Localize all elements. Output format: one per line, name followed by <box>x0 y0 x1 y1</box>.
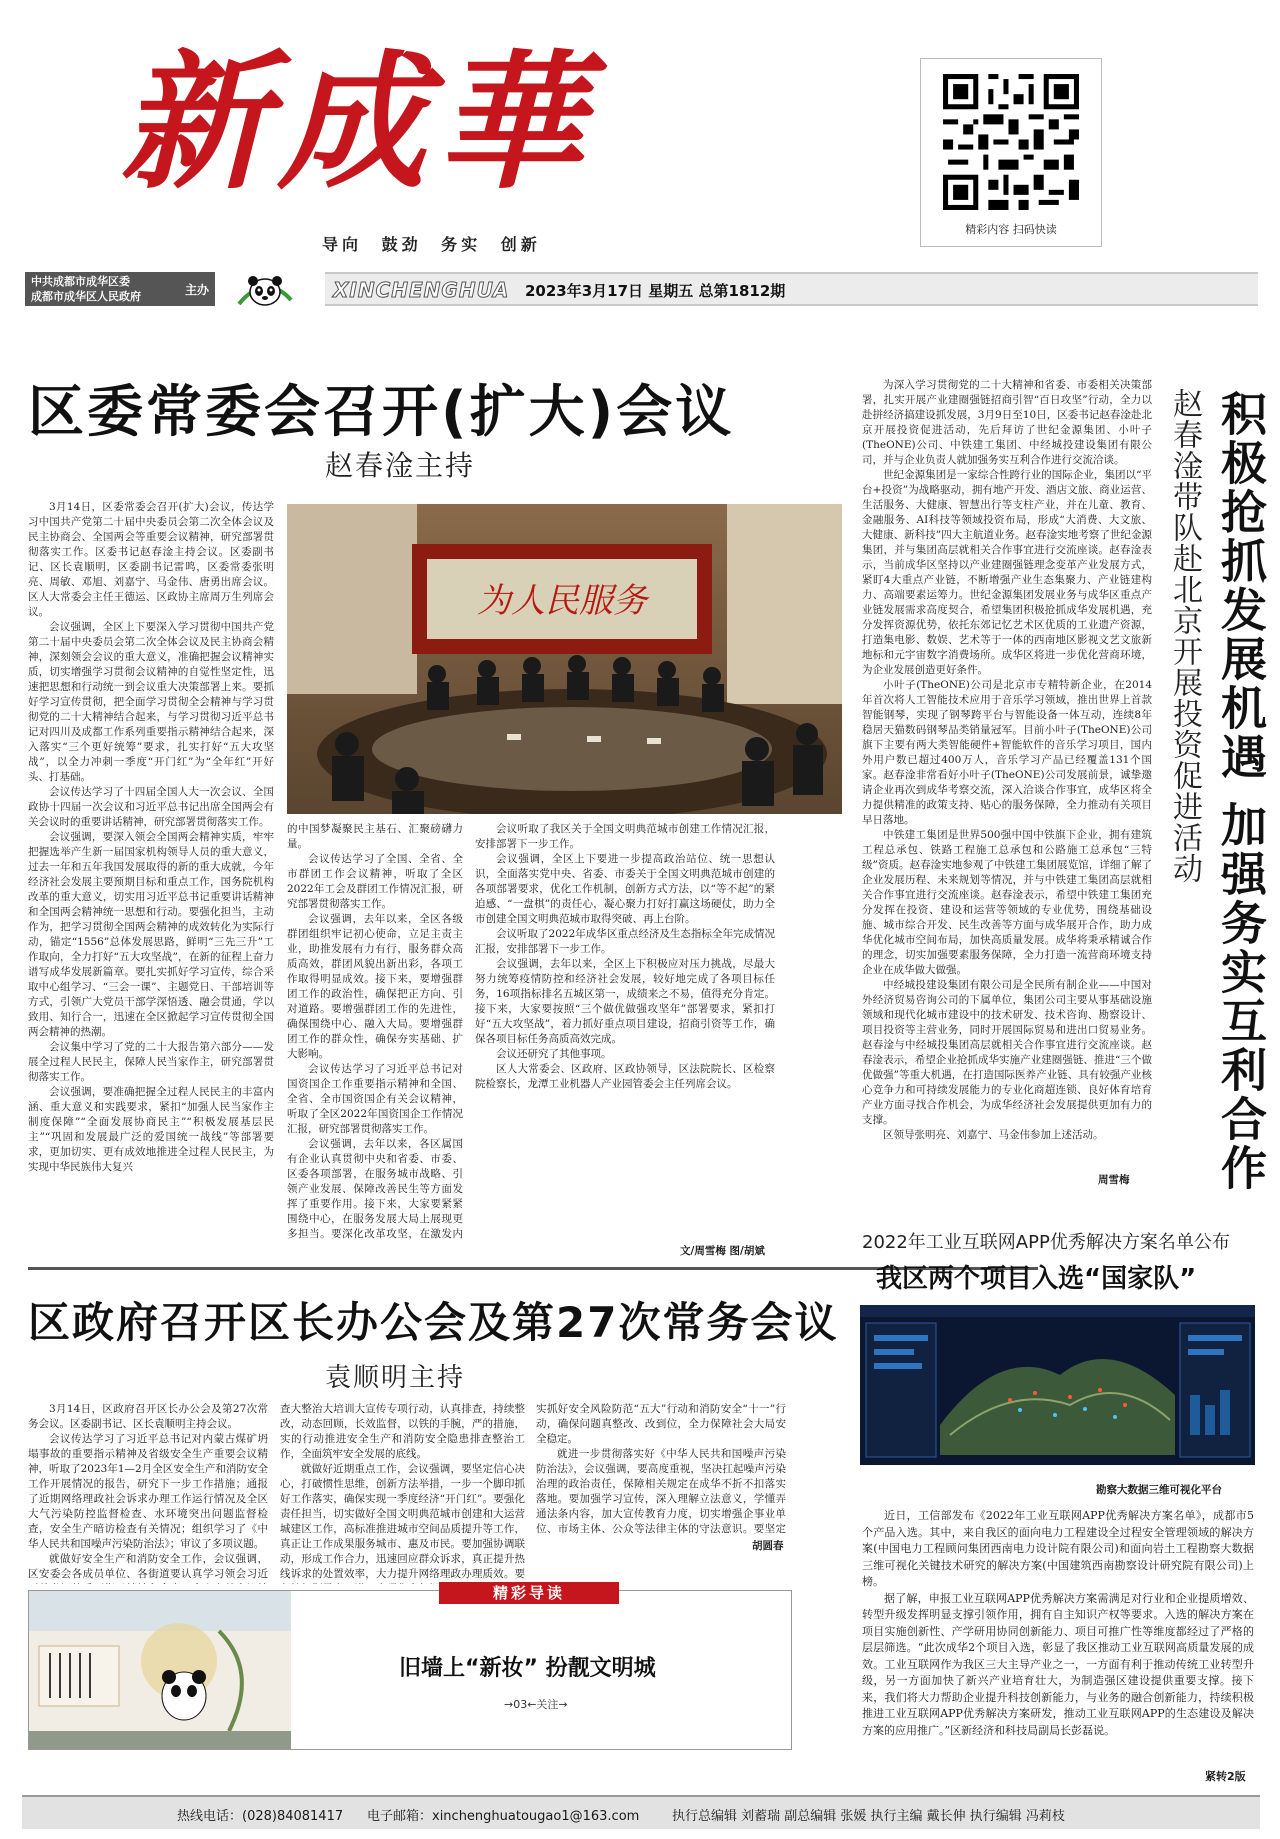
article4-headline[interactable]: 我区两个项目入选“国家队” <box>876 1264 1197 1294</box>
article1-paragraph: 会议听取了我区关于全国文明典范城市创建工作情况汇报，安排部署下一步工作。 <box>475 823 775 850</box>
article2-column-2 <box>280 1402 525 1584</box>
article1-paragraph: 会议强调，要准确把握全过程人民民主的丰富内涵、重大意义和实践要求，紧扣“加强人民当家作主制度保障”“全面发展协商民主”“积极发展基层民主”“巩固和发展最广泛的爱国统一战线”等部署要求，更加切实、更有成效地推进全过程人民民主，为实现中华民族伟大复兴 <box>28 1086 274 1173</box>
issue-date-line: 2023年3月17日 星期五 总第1812期 <box>525 282 786 300</box>
article1-paragraph: 会议集中学习了党的二十大报告第六部分——发展全过程人民民主，保障人民当家作主，研究部署贯彻落实工作。 <box>28 1041 274 1083</box>
article2-subhead: 袁顺明主持 <box>325 1363 466 1393</box>
promo-title[interactable]: 旧墙上“新妆” 扮靓文明城 <box>399 1656 656 1681</box>
article1-paragraph: 会议强调，去年以来，全区各级群团组织牢记初心使命，立足主责主业，助推发展有力有行，服务群众高质高效，群团风貌出新出彩，各项工作取得明显成效。接下来，要增强群团工作的政治性，确保把正方向、引对道路。要增强群团工作的先进性，确保围绕中心、融入大局。要增强群团工作的群众性，确保夯实基础、扩大影响。 <box>287 913 463 1060</box>
article3-vertical-headline[interactable]: 积极抢抓发展机遇 加强务实互利合作 <box>1214 390 1268 1194</box>
paper-pinyin-name: XINCHENGHUA <box>333 278 510 302</box>
article3-vertical-subhead: 赵春淦带队赴北京开展投资促进活动 <box>1167 388 1202 884</box>
article1-paragraph: 3月14日，区委常委会召开(扩大)会议，传达学习中国共产党第二十届中央委员会第二次全体会议及民主协商会、全国两会等重要会议精神，研究部署贯彻落实工作。区委书记赵春淦主持会议。区委副书记、区长袁顺明，区委副书记雷鸣，区委常委张明亮、周敏、邓旭、刘嘉宁、马金伟、唐勇出席会议。区人大常委会主任王德运、区政协主席周万生列席会议。 <box>28 501 274 618</box>
article1-column-2 <box>287 822 463 1242</box>
article2-paragraph: 就进一步贯彻落实好《中华人民共和国噪声污染防治法》，会议强调，要高度重视，坚决扛起噪声污染治理的政治责任，保障相关规定在成华不折不扣落实落地。要加强学习宣传，深入理解立法意义，学懂弄通法条内容，加大宣传教育力度，切实增强企事业单位、市场主体、公众等法律主体的守法意识。要坚定 <box>536 1448 786 1535</box>
photo-caption: 勘察大数据三维可视化平台 <box>1096 1484 1222 1496</box>
qr-code-icon[interactable] <box>938 69 1084 215</box>
footer-hotline: 热线电话：(028)84081417 <box>177 1809 344 1824</box>
article1-paragraph: 的中国梦凝聚民主基石、汇聚磅礴力量。 <box>287 823 463 850</box>
article1-paragraph: 会议传达学习了十四届全国人大一次会议、全国政协十四届一次会议和习近平总书记出席全国两会有关会议时的重要讲话精神，研究部署贯彻落实工作。 <box>28 786 274 828</box>
meeting-photo[interactable] <box>287 504 842 814</box>
info-bar <box>25 272 1258 306</box>
article2-column-3 <box>536 1402 786 1536</box>
article1-headline[interactable]: 区委常委会召开(扩大)会议 <box>28 380 735 445</box>
article1-paragraph: 会议强调，去年以来，各区属国有企业认真贯彻中央和省委、市委、区委各项部署，在服务城市战略、引领产业发展、保障改善民生等方面发挥了重要作用。接下来，大家要紧紧围绕中心，在服务发展大局上展现更多担当。要深化改革攻坚，在激发内 <box>287 1138 463 1240</box>
footer-editors: 执行总编辑 刘蓄瑞 副总编辑 张媛 执行主编 戴长伸 执行编辑 冯莉枝 <box>672 1809 1065 1824</box>
article1-paragraph: 会议传达学习了习近平总书记对国资国企工作重要指示精神和全国、全省、全市国资国企有关会议精神，听取了全区2022年国资国企工作情况汇报，研究部署贯彻落实工作。 <box>287 1063 463 1135</box>
qr-code-box[interactable] <box>920 58 1102 247</box>
article2-paragraph: 实抓好安全风险防范“五大”行动和消防安全“十一”行动，确保问题真整改、改到位，全力保障社会大局安全稳定。 <box>536 1403 786 1445</box>
article4-kicker: 2022年工业互联网APP优秀解决方案名单公布 <box>862 1232 1230 1253</box>
sponsor-role: 主办 <box>185 283 210 297</box>
article1-paragraph: 会议听取了2022年成华区重点经济及生态指标全年完成情况汇报，安排部署下一步工作。 <box>475 928 775 955</box>
article3-body <box>862 378 1152 1170</box>
sponsor-line-1: 中共成都市成华区委 <box>31 275 130 288</box>
article1-credit: 文/周雪梅 图/胡斌 <box>680 1245 765 1257</box>
masthead-logo: 新成華 <box>120 35 594 209</box>
promo-tag: 精彩导读 <box>439 1582 619 1604</box>
article1-paragraph: 区人大常委会、区政府、区政协领导，区法院院长、区检察院检察长，龙潭工业机器人产业园管委会主任列席会议。 <box>475 1063 775 1090</box>
article2-paragraph: 就做好近期重点工作，会议强调，要坚定信心决心，打破惯性思维，创新方法举措，一步一个脚印抓好工作落实，确保实现一季度经济“开门红”。要强化责任担当，切实做好全国文明典范城市创建和大运营城建区工作，高标准推进城市空间品质提升等工作，真正让工作成果服务城市、惠及市民。要加强协调联动，形成工作合力，迅速回应群众诉求，真正提升热线诉求的处置效率，大力提升网络理政办理质效。要 <box>280 1463 525 1580</box>
article3-paragraph: 世纪金源集团是一家综合性跨行业的国际企业，集团以“平台+投资”为战略驱动，拥有地产开发、酒店文旅、商业运营、生活服务、大健康、智慧出行等支柱产业，并在儿童、教育、金融服务、AI科技等领域投资布局，形成“大消费、大文旅、大健康、新科技”四大主航道业务。赵春淦实地考察了世纪金源集团，并与集团高层就相关合作事宜进行交流座谈。赵春淦表示，当前成华区坚持以产业建圈强链理念变革产业发展方式，紧盯4大重点产业链，不断增强产业生态集聚力、产业链建构力、高端要素运筹力。世纪金源集团发展业务与成华区重点产业链发展需求高度契合，希望集团积极抢抓成华发展机遇，充分发挥资源优势，依托东郊记忆艺术区优质的工业遗产资源，打造集电影、数娱、艺术等于一体的西南地区影视文艺文旅新地标和元宇宙数字消费场所。成华区将进一步优化营商环境，为企业发展创造更好条件。 <box>862 469 1152 676</box>
article1-subhead: 赵春淦主持 <box>325 449 476 482</box>
sponsor-line-2: 成都市成华区人民政府 <box>31 290 141 303</box>
article3-paragraph: 区领导张明亮、刘嘉宁、马金伟参加上述活动。 <box>883 1129 1104 1141</box>
article3-credit: 周雪梅 <box>1098 1174 1130 1186</box>
qr-caption: 精彩内容 扫码快读 <box>965 223 1057 236</box>
article3-paragraph: 为深入学习贯彻党的二十大精神和省委、市委相关决策部署，扎实开展产业建圈强链招商引智“百日攻坚”行动，全力以赴拼经济搞建设抓发展，3月9日至10日，区委书记赵春淦赴北京开展投资促进活动，先后拜访了世纪金源集团、小叶子(TheONE)公司、中铁建工集团、中经城投建设集团有限公司，并与企业负责人就加强务实互利合作进行交流洽谈。 <box>862 379 1152 466</box>
article1-paragraph: 会议传达学习了全国、全省、全市群团工作会议精神，听取了全区2022年工会及群团工作情况汇报，研究部署贯彻落实工作。 <box>287 853 463 910</box>
footer-bar <box>22 1795 1260 1829</box>
article1-column-3 <box>475 822 775 1240</box>
article4-paragraph: 近日，工信部发布《2022年工业互联网APP优秀解决方案名单》，成都市5个产品入选。其中，来自我区的面向电力工程建设全过程安全管理领域的解决方案(中国电力工程顾问集团西南电力设计院有限公司)和面向岩土工程勘察大数据三维可视化关键技术研究的解决方案(中国建筑西南勘察设计研究院有限公司)上榜。 <box>862 1509 1254 1588</box>
article1-column-1 <box>28 500 274 1240</box>
wall-mural-photo <box>29 1591 291 1749</box>
article2-paragraph: 查大整治大培训大宣传专项行动，认真排查，持续整改，动态回顾，长效监督，以铁的手腕，严的措施，实的行动推进安全生产和消防安全隐患排查整治工作，全面筑牢安全发展的底线。 <box>280 1403 525 1460</box>
article2-paragraph: 3月14日，区政府召开区长办公会及第27次常务会议。区委副书记、区长袁顺明主持会议。 <box>28 1403 268 1430</box>
article1-paragraph: 会议还研究了其他事项。 <box>496 1048 612 1060</box>
continued-note: 紧转2版 <box>1205 1770 1246 1783</box>
article1-paragraph: 会议强调，全区上下要进一步提高政治站位、统一思想认识，全面落实党中央、省委、市委关于全国文明典范城市创建的各项部署要求，优化工作机制，创新方式方法，以“等不起”的紧迫感、“一盘棋”的责任心，凝心聚力打好打赢这场硬仗，助力全市创建全国文明典范城市取得突破、再上台阶。 <box>475 853 775 925</box>
featured-guide-promo[interactable] <box>28 1584 792 1750</box>
article2-paragraph: 会议传达学习了习近平总书记对内蒙古煤矿坍塌事故的重要指示精神及省级安全生产重要会议精神，听取了2023年1—2月全区安全生产和消防安全工作开展情况的报告，研究下一步工作措施；通报了近期网络理政社会诉求办理工作运行情况及全区大气污染防控监督检查、水环境突出问题监督检查，安全生产暗访检查有关情况；组织学习了《中华人民共和国噪声污染防治法》；审议了多项议题。 <box>28 1433 268 1550</box>
photo-banner-text: 为人民服务 <box>477 581 647 621</box>
info-strip <box>325 272 1258 306</box>
article3-paragraph: 中铁建工集团是世界500强中国中铁旗下企业，拥有建筑工程总承包、铁路工程施工总承包和公路施工总承包“三特级”资质。赵春淦实地参观了中铁建工集团展览馆，详细了解了企业发展历程、未来规划等情况，并与中铁建工集团高层就相关合作事宜进行交流座谈。赵春淦表示，希望中铁建工集团充分发挥在投资、建设和运营等领域的专业优势，围绕基础设施、城市综合开发、民生改善等方面与成华展开合作，助力成华优化城市空间布局，加快高质量发展。成华将秉承精诚合作的理念，切实加强要素服务保障，全力打造一流营商环境支持企业在成华做大做强。 <box>862 829 1152 976</box>
promo-page-ref[interactable]: →03←关注→ <box>504 1698 568 1711</box>
article2-headline[interactable]: 区政府召开区长办公会及第27次常务会议 <box>28 1298 839 1347</box>
article3-paragraph: 中经城投建设集团有限公司是全民所有制企业——中国对外经济贸易咨询公司的下属单位，集团公司主要从事基础设施领域和现代化城市建设中的技术研发、技术咨询、勘察设计、项目投资等主营业务，同时开展国际贸易和进出口贸易业务。赵春淦与中经城投集团高层就相关合作事宜进行交流座谈。赵春淦表示，希望企业抢抓成华实施产业建圈强链、推进“三个做优做强”等重大机遇，在打造国际医养产业链、具有较强产业核心竞争力和可持续发展能力的专业化商超连锁、良好体育培育产业方面寻找合作机会，为成华经济社会发展提供更加有力的支撑。 <box>862 979 1152 1126</box>
article1-paragraph: 会议强调，去年以来，全区上下积极应对压力挑战，尽最大努力统筹疫情防控和经济社会发展，较好地完成了各项目标任务，16项指标排名五城区第一，成绩来之不易，值得充分肯定。接下来，大家要按照“三个做优做强攻坚年”部署要求，紧扣打好“五大攻坚战”，着力抓好重点项目建设，招商引资等工作，确保各项目标任务高质高效完成。 <box>475 958 775 1045</box>
article2-column-1 <box>28 1402 268 1584</box>
3d-visualization-platform-photo[interactable] <box>860 1305 1255 1465</box>
article1-paragraph: 会议强调，全区上下要深入学习贯彻中国共产党第二十届中央委员会第二次全体会议及民主协商会精神，深刻领会会议的重大意义，准确把握会议精神实质，切实增强学习贯彻会议精神的自觉性坚定性，迅速把思想和行动统一到会议重大决策部署上来。要抓好学习宣传贯彻，把全面学习贯彻全会精神与学习贯彻党的二十大精神结合起来，与学习贯彻习近平总书记对四川及成都工作系列重要指示精神结合起来，深入落实“三个更好统筹”要求，扎实打好“五大攻坚战”，以全力冲刺一季度“开门红”为“全年红”开好头、打基础。 <box>28 621 274 783</box>
footer-email[interactable]: 电子邮箱：xinchenghuatougao1@163.com <box>367 1809 640 1824</box>
masthead-slogan: 导向 鼓劲 务实 创新 <box>322 235 541 254</box>
panda-mascot-icon <box>235 264 295 312</box>
article4-paragraph: 据了解，申报工业互联网APP优秀解决方案需满足对行业和企业提质增效、转型升级发挥明显支撑引领作用，拥有自主知识产权等要求。入选的解决方案在项目实施创新性、产学研用协同创新能力、项目可推广性等维度都经过了严格的层层筛选。“此次成华2个项目入选，彰显了我区推动工业互联网高质量发展的成效。工业互联网作为我区三大主导产业之一，一方面有利于推动传统工业转型升级，另一方面加快了新兴产业培育壮大，为制造强区建设提供重要支撑。接下来，我们将大力帮助企业提升科技创新能力，与业务的融合创新能力，持续积极推进工业互联网APP优秀解决方案研发，推动工业互联网APP的生态建设及解决方案的应用推广。”区新经济和科技局副局长彭磊说。 <box>862 1591 1254 1737</box>
article1-paragraph: 会议强调，要深入领会全国两会精神实质，牢牢把握选举产生新一届国家机构领导人员的重大意义，过去一年和五年我国发展取得的新的重大成就，今年经济社会发展主要预期目标和重点工作，国务院机构改革的重大意义，切实用习近平总书记重要讲话精神和全国两会精神统一思想和行动。要强化担当，主动作为，把学习贯彻全国两会精神的成效转化为实际行动，锚定“1556”总体发展思路，鲜明“三先三升”工作取向，全力打好“五大攻坚战”，在新的征程上奋力谱写成华发展新篇章。要扎实抓好学习宣传，综合采取中心组学习、“三会一课”、主题党日、干部培训等方式，引领广大党员干部学深悟透、融会贯通，学以致用、知行合一，迅速在全区掀起学习宣传贯彻全国两会精神的热潮。 <box>28 831 274 1038</box>
article3-paragraph: 小叶子(TheONE)公司是北京市专精特新企业，在2014年首次将人工智能技术应用于音乐学习领域，推出世界上首款智能钢琴，实现了钢琴跨平台与智能设备一体互动，连续8年稳居天猫数码钢琴品类销量冠军。目前小叶子(TheONE)公司旗下主要有两大类智能硬件+智能软件的音乐学习项目，国内外用户数已超过400万人，音乐学习产品已经覆盖131个国家。赵春淦非常看好小叶子(TheONE)公司发展前景，诚挚邀请企业再次到成华考察交流，深入洽谈合作事宜，成华区将全力提供精准的政策支持、贴心的服务保障，全力推动有关项目早日落地。 <box>862 679 1152 826</box>
article2-credit: 胡圆春 <box>752 1540 784 1552</box>
article4-body <box>862 1508 1254 1766</box>
article2-paragraph: 就做好安全生产和消防安全工作，会议强调，区安委会各成员单位、各街道要认真学习领会习近 <box>28 1553 268 1580</box>
